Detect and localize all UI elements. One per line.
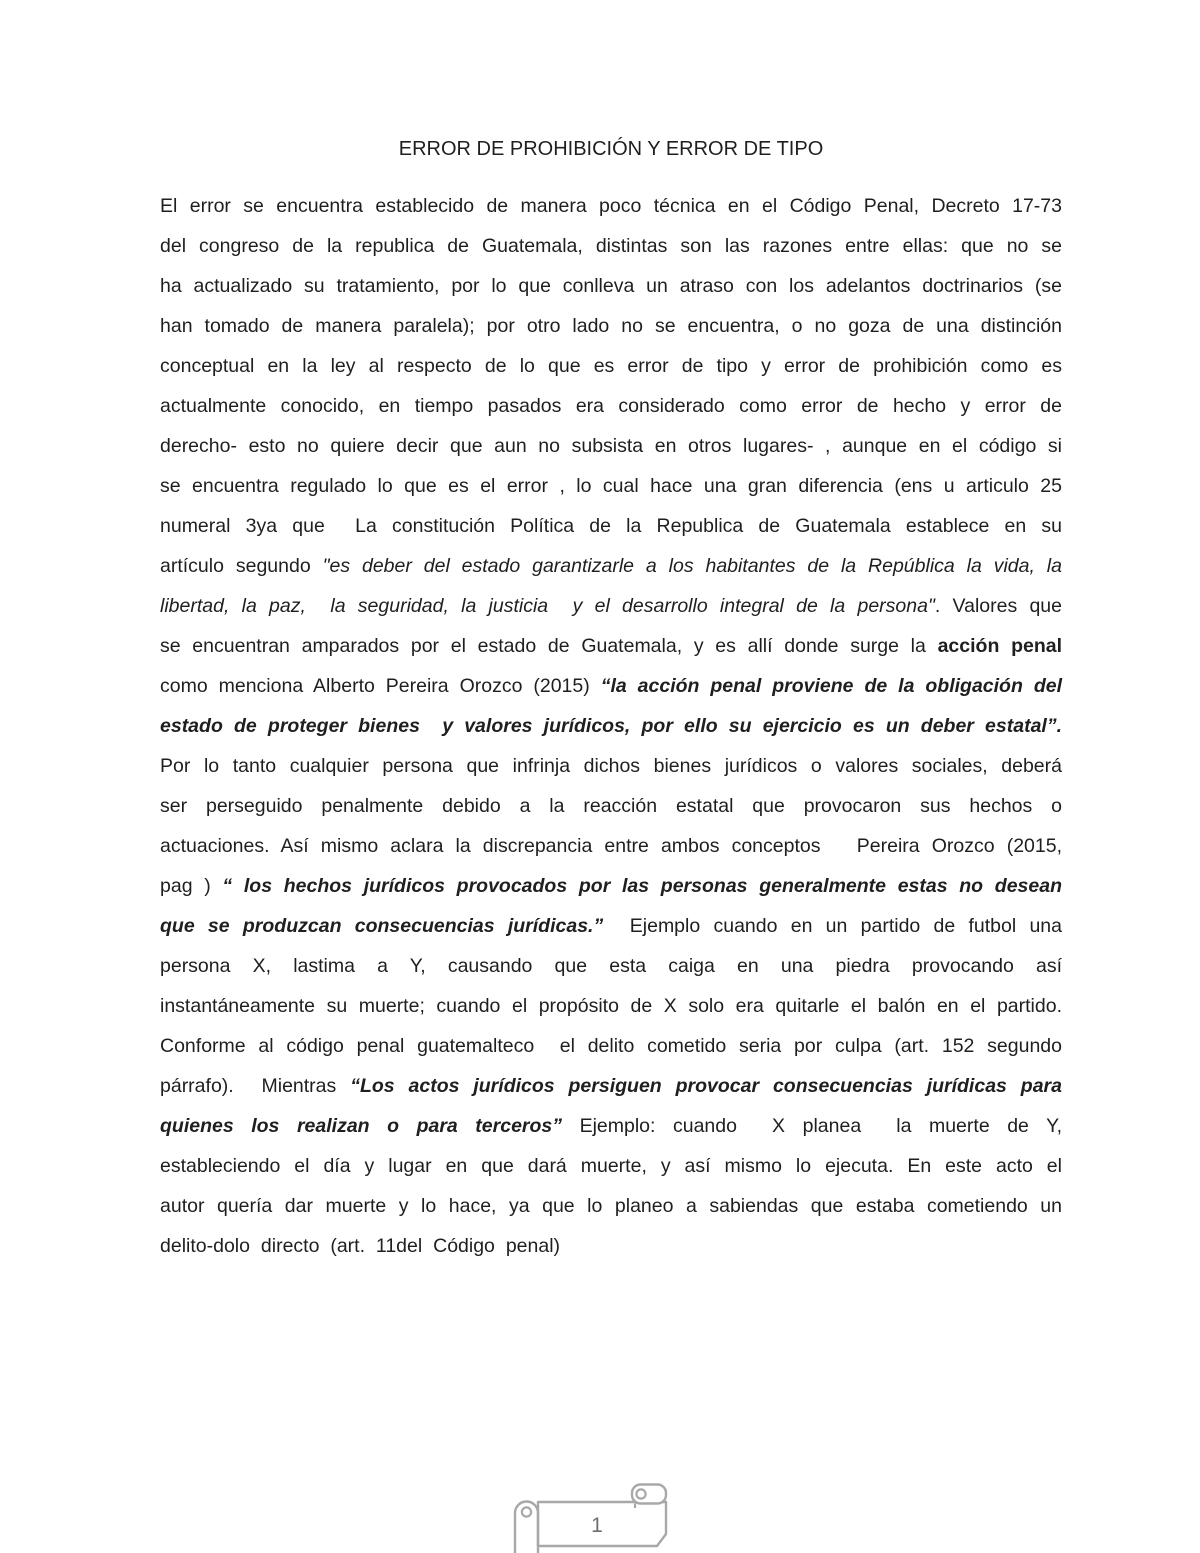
text-run: "es deber del estado garantizarle a los habitantes de la República la vida, la libertad, la paz, la seguridad, la justicia y el desarrollo integral de la persona"	[160, 555, 1073, 617]
text-run: acción penal	[937, 635, 1062, 657]
text-run: . Valores que se encuentran amparados por el estado de Guatemala, y es allí donde surge la	[160, 595, 1073, 657]
document-title: ERROR DE PROHIBICIÓN Y ERROR DE TIPO	[398, 138, 824, 160]
page-number: 1	[591, 1514, 603, 1537]
text-run: Por lo tanto cualquier persona que infrinja dichos bienes jurídicos o valores sociales, deberá ser perseguido penalmente debido a la reacción estatal que provocaron sus hechos o actuaciones. Así mismo aclara la discrepancia entre ambos conceptos Pereira Orozco (2015, pag )	[160, 715, 1073, 897]
text-run: “Los actos jurídicos persiguen provocar consecuencias jurídicas para quienes los realizan o para terceros”	[160, 1075, 1073, 1137]
text-run: “ los hechos jurídicos provocados por las personas generalmente estas no desean que se produzcan consecuencias jurídicas.”	[160, 875, 1073, 937]
body-paragraph	[160, 186, 1084, 1266]
text-run: como menciona Alberto Pereira Orozco (2015)	[160, 635, 1073, 697]
text-run: “la acción penal proviene de la obligación del estado de proteger bienes y valores jurídicos, por ello su ejercicio es un deber estatal”.	[160, 675, 1073, 737]
text-run: Ejemplo: cuando X planea la muerte de Y, estableciendo el día y lugar en que dará muerte, y así mismo lo ejecuta. En este acto el autor quería dar muerte y lo hace, ya que lo planeo a sabiendas que estaba cometiendo un delito-dolo directo (art. 11del Código penal)	[160, 1115, 1073, 1257]
text-run: Ejemplo cuando en un partido de futbol una persona X, lastima a Y, causando que esta caiga en una piedra provocando así instantáneamente su muerte; cuando el propósito de X solo era quitarle el balón en el partido. Conforme al código penal guatemalteco el delito cometido seria por culpa (art. 152 segundo párrafo). Mientras	[160, 915, 1084, 1097]
text-run: El error se encuentra establecido de manera poco técnica en el Código Penal, Decreto 17-73 del congreso de la republica de Guatemala, distintas son las razones entre ellas: que no se ha actualizado su tratamiento, por lo que conlleva un atraso con los adelantos doctrinarios (se han tomado de manera paralela); por otro lado no se encuentra, o no goza de una distinción conceptual en la ley al respecto de lo que es error de tipo y error de prohibición como es actualmente conocido, en tiempo pasados era considerado como error de hecho y error de derecho- esto no quiere decir que aun no subsista en otros lugares- , aunque en el código si se encuentra regulado lo que es el error , lo cual hace una gran diferencia (ens u articulo 25 numeral 3ya que La constitución Política de la Republica de Guatemala establece en su artículo segundo	[160, 195, 1073, 577]
